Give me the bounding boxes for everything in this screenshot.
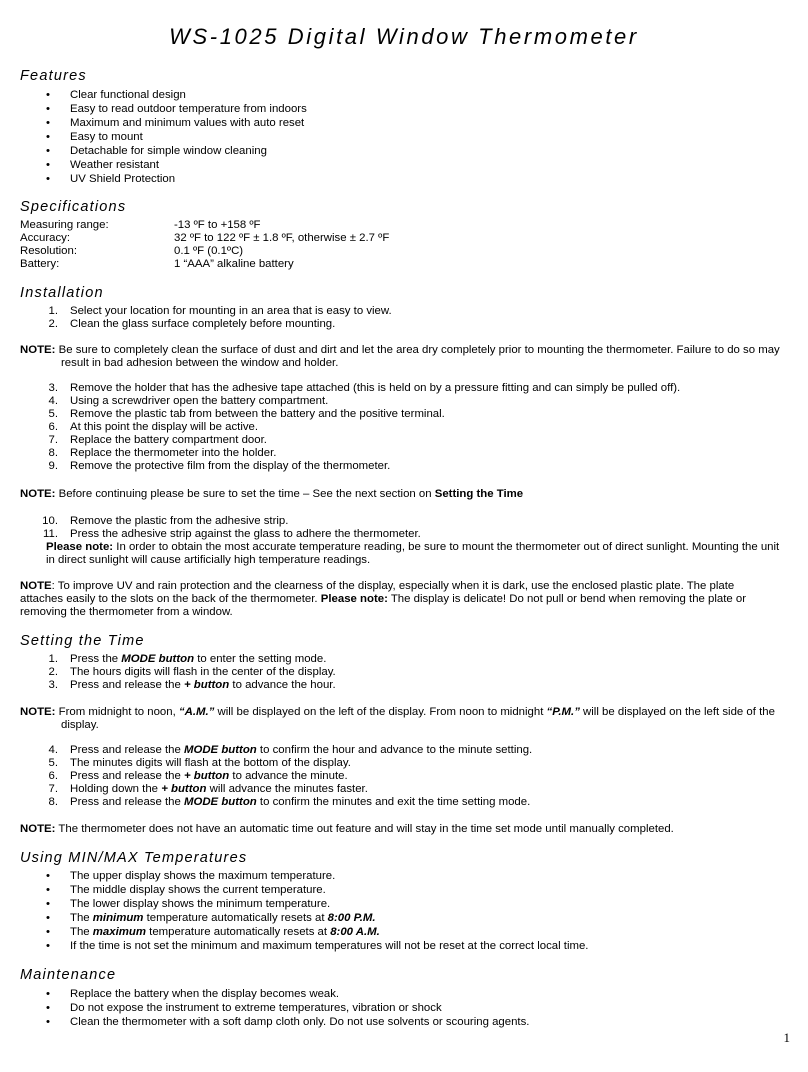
list-item: Replace the battery when the display becomes weak.	[70, 988, 340, 1000]
note-am-pm: NOTE: From midnight to noon, “A.M.” will be displayed on the left of the display. From noon to midnight “P.M.” will be displayed on the left side of the	[20, 706, 775, 718]
bullet: •	[46, 1002, 50, 1014]
bullet: •	[46, 1016, 50, 1028]
bullet: •	[46, 117, 50, 129]
note-label: NOTE:	[20, 344, 56, 356]
step-number: 2.	[48, 666, 58, 678]
note-label: NOTE:	[20, 488, 56, 500]
list-item: Easy to read outdoor temperature from indoors	[70, 103, 307, 115]
bullet: •	[46, 145, 50, 157]
bullet: •	[46, 988, 50, 1000]
note-text-continued: result in bad adhesion between the window and holder.	[61, 357, 339, 369]
step-number: 11.	[43, 528, 58, 540]
list-item: If the time is not set the minimum and maximum temperatures will not be reset at the correct local time.	[70, 940, 589, 952]
please-note-label: Please note:	[46, 541, 114, 553]
installation-heading: Installation	[20, 285, 104, 301]
step-text: Select your location for mounting in an area that is easy to view.	[70, 305, 392, 317]
list-item: Easy to mount	[70, 131, 143, 143]
bullet: •	[46, 103, 50, 115]
spec-value: 1 “AAA” alkaline battery	[174, 258, 294, 270]
step-number: 9.	[48, 460, 58, 472]
step-text: Press and release the + button to advance the minute.	[70, 770, 348, 782]
step-number: 1.	[48, 653, 58, 665]
note-text: Be sure to completely clean the surface of dust and dirt and let the area dry completely prior to mounting the thermometer. Failure to do so may	[58, 344, 780, 356]
specifications-heading: Specifications	[20, 199, 127, 215]
bullet: •	[46, 940, 50, 952]
bullet: •	[46, 926, 50, 938]
spec-value: -13 ºF to +158 ºF	[174, 219, 261, 231]
step-number: 5.	[48, 757, 58, 769]
spec-label: Measuring range:	[20, 219, 109, 231]
bullet: •	[46, 89, 50, 101]
minmax-heading: Using MIN/MAX Temperatures	[20, 850, 248, 866]
note-label: NOTE:	[20, 823, 56, 835]
step-number: 8.	[48, 447, 58, 459]
step-text: Remove the plastic tab from between the battery and the positive terminal.	[70, 408, 445, 420]
page-number: 1	[783, 1030, 790, 1045]
maintenance-heading: Maintenance	[20, 967, 117, 983]
spec-label: Accuracy:	[20, 232, 71, 244]
step-number: 4.	[48, 395, 58, 407]
note-plastic-plate-line3: removing the thermometer from a window.	[20, 606, 233, 618]
list-item: Maximum and minimum values with auto reset	[70, 117, 305, 129]
step-text: Remove the protective film from the display of the thermometer.	[70, 460, 391, 472]
bullet: •	[46, 898, 50, 910]
step-number: 6.	[48, 421, 58, 433]
bullet: •	[46, 131, 50, 143]
step-text: Press the adhesive strip against the glass to adhere the thermometer.	[70, 528, 421, 540]
step-text: Press and release the + button to advance the hour.	[70, 679, 336, 691]
please-note-text-continued: in direct sunlight will cause artificially high temperature readings.	[46, 554, 371, 566]
spec-label: Resolution:	[20, 245, 77, 257]
step-text: At this point the display will be active.	[70, 421, 259, 433]
note-plastic-plate-line2	[20, 592, 746, 606]
list-item: The maximum temperature automatically resets at 8:00 A.M.	[70, 926, 380, 938]
note-set-time-first	[20, 487, 523, 501]
step-number: 7.	[48, 783, 58, 795]
step-text: Clean the glass surface completely before mounting.	[70, 318, 336, 330]
note-text: The thermometer does not have an automatic time out feature and will stay in the time set mode until manually completed.	[58, 823, 674, 835]
document-title: WS-1025 Digital Window Thermometer	[169, 24, 639, 49]
list-item: The middle display shows the current temperature.	[70, 884, 326, 896]
list-item: Detachable for simple window cleaning	[70, 145, 267, 157]
step-text: Replace the thermometer into the holder.	[70, 447, 277, 459]
step-number: 4.	[48, 744, 58, 756]
step-text: Remove the holder that has the adhesive tape attached (this is held on by a pressure fitting and can simply be pulled off).	[70, 382, 681, 394]
features-heading: Features	[20, 68, 87, 84]
note-text: : To improve UV and rain protection and the clearness of the display, especially when it is dark, use the enclosed plastic plate. The plate	[51, 580, 735, 592]
spec-value: 0.1 ºF (0.1ºC)	[174, 245, 244, 257]
step-text: Press and release the MODE button to confirm the minutes and exit the time setting mode.	[70, 796, 531, 808]
step-number: 3.	[48, 679, 58, 691]
step-text: Press and release the MODE button to confirm the hour and advance to the minute setting.	[70, 744, 533, 756]
list-item: UV Shield Protection	[70, 173, 176, 185]
step-text: Remove the plastic from the adhesive strip.	[70, 515, 289, 527]
step-number: 10.	[42, 515, 58, 527]
step-number: 5.	[48, 408, 58, 420]
please-note-text: In order to obtain the most accurate temperature reading, be sure to mount the thermometer out of direct sunlight. Mounting the unit	[113, 541, 780, 553]
step-text: Using a screwdriver open the battery compartment.	[70, 395, 329, 407]
step-number: 7.	[48, 434, 58, 446]
bullet: •	[46, 159, 50, 171]
note-section-reference: Setting the Time	[434, 488, 524, 500]
bullet: •	[46, 884, 50, 896]
please-note-sunlight	[46, 540, 779, 554]
list-item: Clean the thermometer with a soft damp cloth only. Do not use solvents or scouring agents.	[70, 1016, 530, 1028]
note-text: Before continuing please be sure to set the time – See the next section on	[58, 488, 435, 500]
step-number: 1.	[48, 305, 58, 317]
list-item: Clear functional design	[70, 89, 186, 101]
note-plastic-plate	[20, 579, 734, 593]
bullet: •	[46, 870, 50, 882]
spec-value: 32 ºF to 122 ºF ± 1.8 ºF, otherwise ± 2.7 ºF	[174, 232, 390, 244]
step-number: 3.	[48, 382, 58, 394]
note-no-timeout	[20, 822, 674, 836]
bullet: •	[46, 912, 50, 924]
list-item: The upper display shows the maximum temperature.	[70, 870, 336, 882]
step-number: 2.	[48, 318, 58, 330]
note-text: attaches easily to the slots on the back of the thermometer.	[20, 593, 321, 605]
note-text: The display is delicate! Do not pull or bend when removing the plate or	[387, 593, 747, 605]
bullet: •	[46, 173, 50, 185]
step-number: 6.	[48, 770, 58, 782]
please-note-label: Please note:	[320, 593, 388, 605]
step-text: Press the MODE button to enter the setting mode.	[70, 653, 327, 665]
note-mounting	[20, 343, 780, 357]
list-item: Do not expose the instrument to extreme temperatures, vibration or shock	[70, 1002, 442, 1014]
list-item: Weather resistant	[70, 159, 160, 171]
step-text: Replace the battery compartment door.	[70, 434, 267, 446]
step-number: 8.	[48, 796, 58, 808]
spec-label: Battery:	[20, 258, 60, 270]
step-text: The hours digits will flash in the center of the display.	[70, 666, 336, 678]
step-text: Holding down the + button will advance the minutes faster.	[70, 783, 368, 795]
note-label: NOTE:	[20, 706, 56, 718]
note-label: NOTE	[20, 580, 52, 592]
setting-time-heading: Setting the Time	[20, 633, 145, 649]
note-text-continued: display.	[61, 719, 99, 731]
step-text: The minutes digits will flash at the bottom of the display.	[70, 757, 351, 769]
list-item: The minimum temperature automatically resets at 8:00 P.M.	[70, 912, 376, 924]
list-item: The lower display shows the minimum temperature.	[70, 898, 331, 910]
